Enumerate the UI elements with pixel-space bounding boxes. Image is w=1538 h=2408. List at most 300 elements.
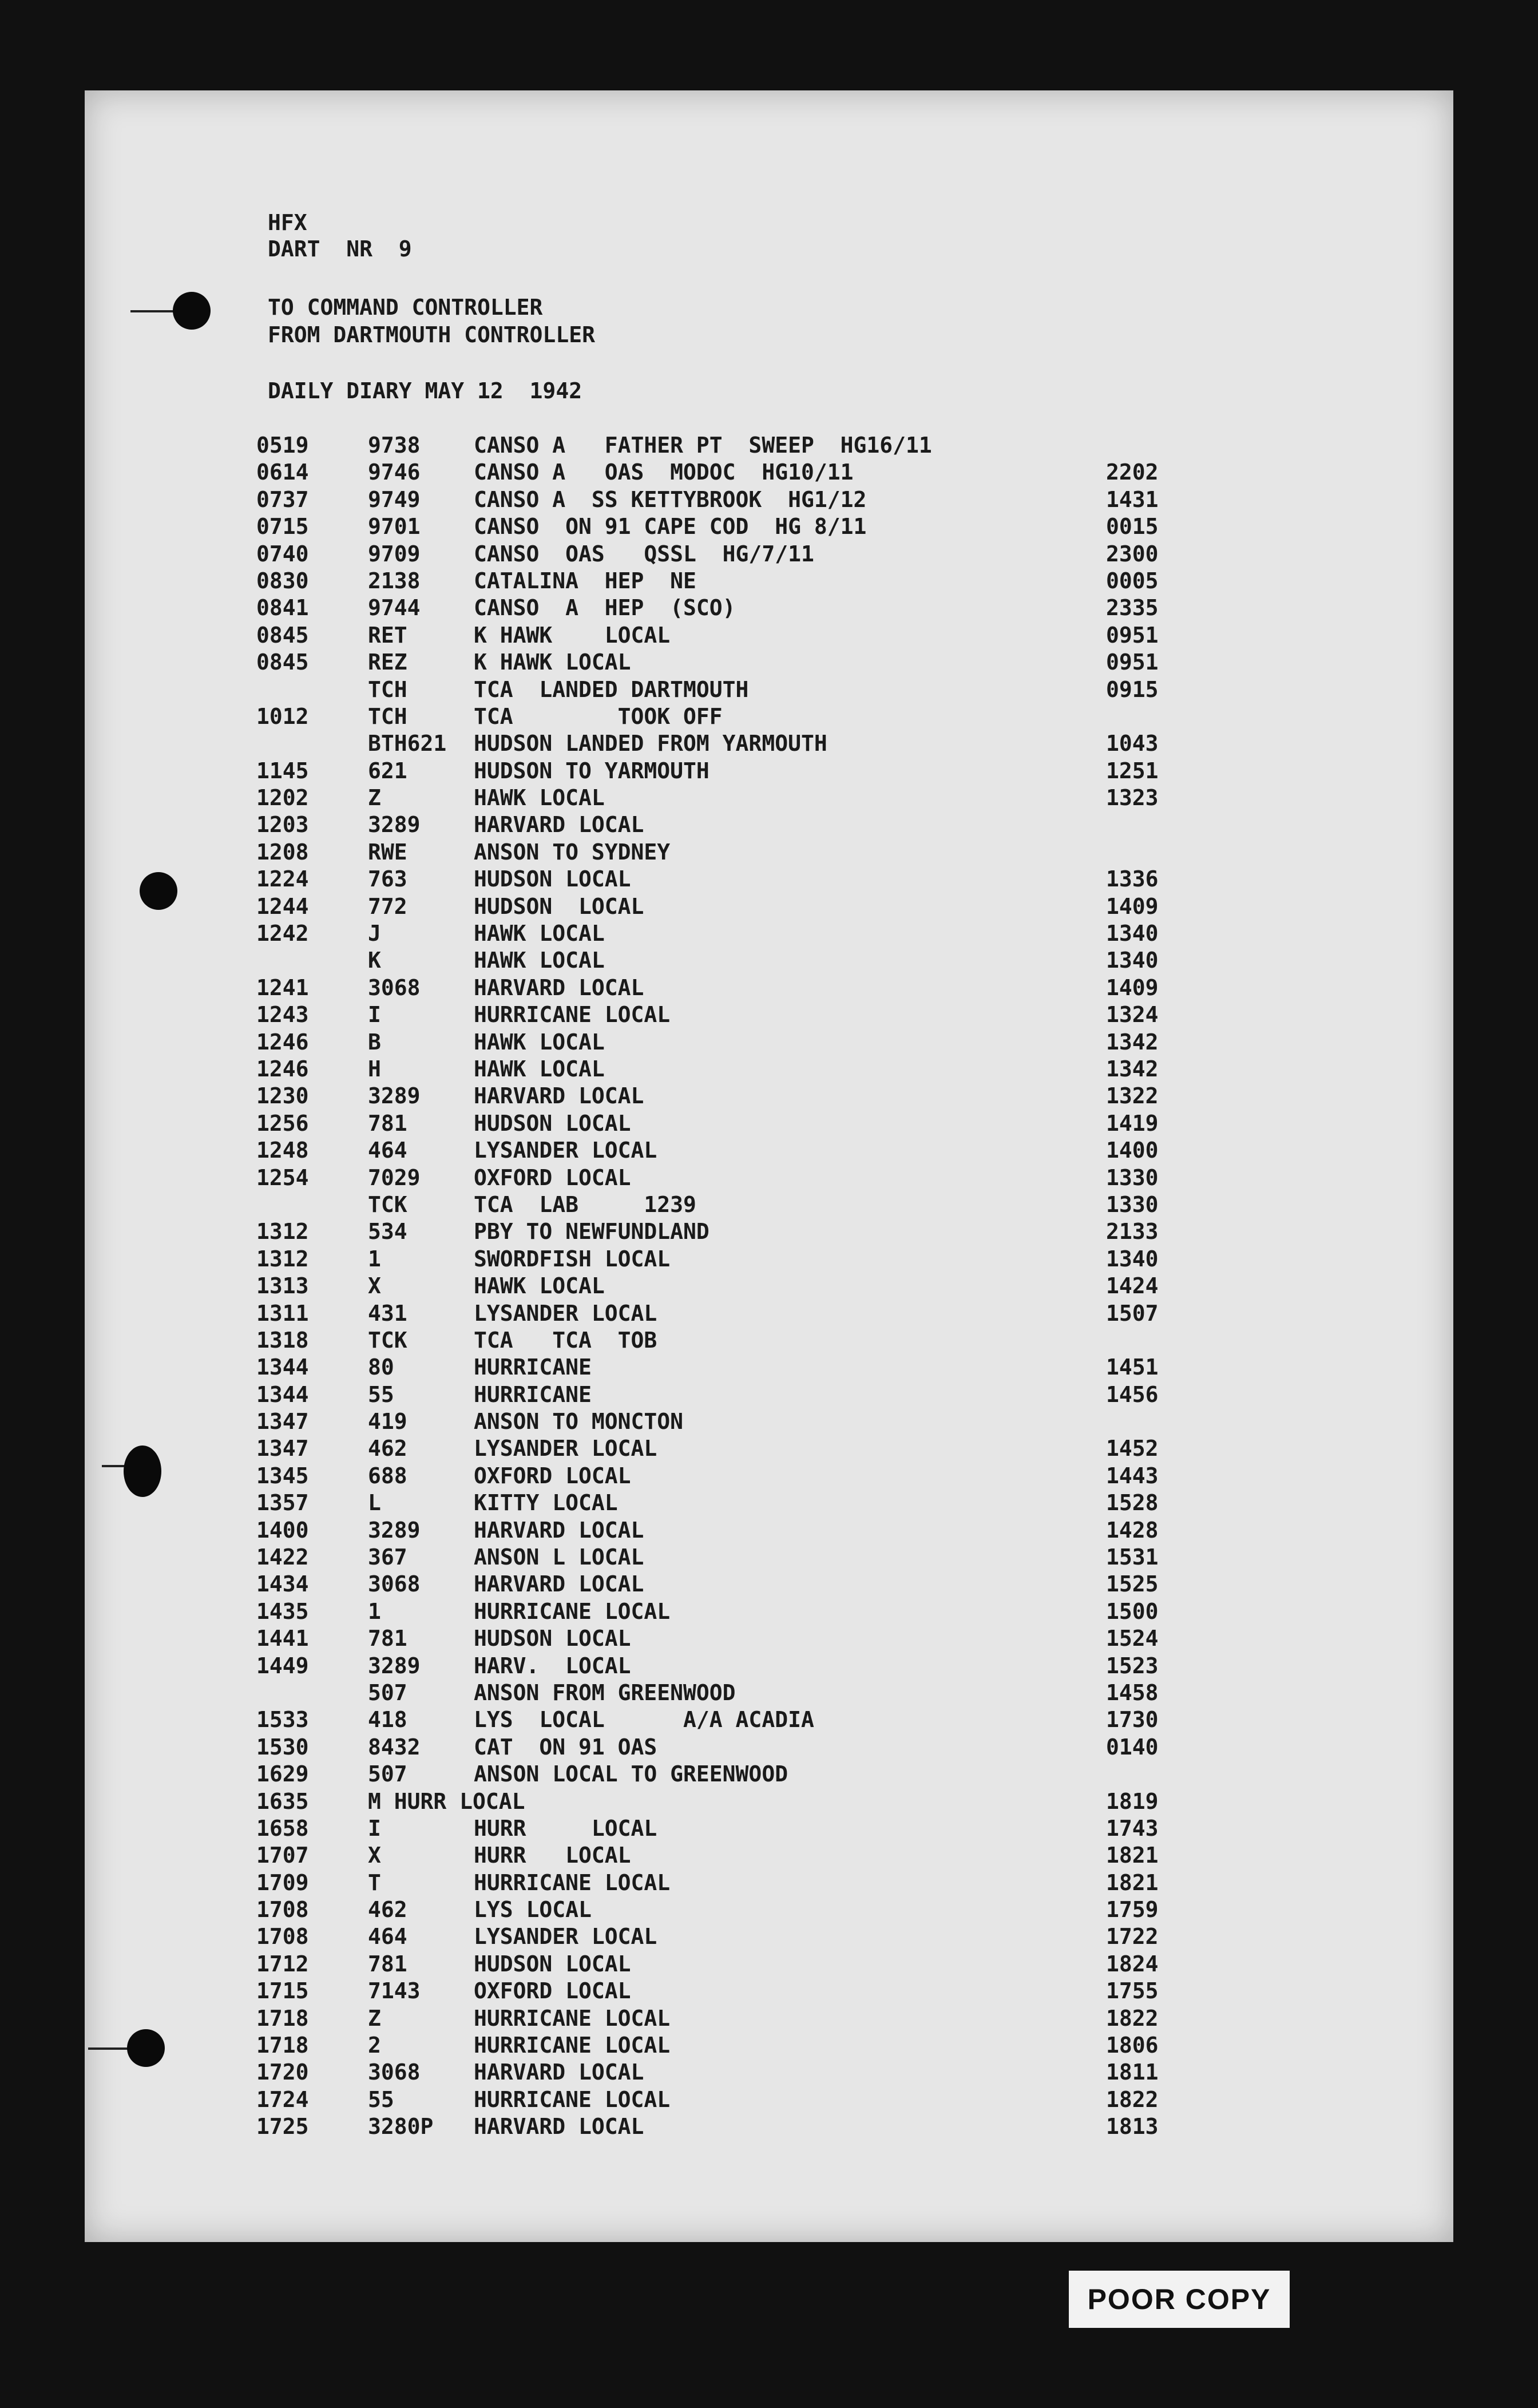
- entry-row: [256, 1002, 1286, 1029]
- entry-aircraft-id: 3068: [368, 2060, 421, 2085]
- entry-time: 0845: [256, 649, 309, 675]
- entry-aircraft-id: TCH: [368, 703, 407, 729]
- entry-aircraft-id: 688: [368, 1463, 407, 1488]
- entry-time: 1718: [256, 2005, 309, 2031]
- entry-end-time: 1743: [1106, 1815, 1159, 1841]
- entry-time: 0614: [256, 460, 309, 485]
- entry-row: [256, 731, 1286, 758]
- entry-aircraft-id: T: [368, 1870, 381, 1895]
- entry-time: 1145: [256, 758, 309, 783]
- entry-description: HARVARD LOCAL: [474, 812, 644, 838]
- entry-time: 1707: [256, 1843, 309, 1868]
- entry-row: [256, 2033, 1286, 2060]
- entry-end-time: 1330: [1106, 1191, 1159, 1217]
- entry-aircraft-id: BTH621: [368, 731, 447, 757]
- entry-time: 1435: [256, 1598, 309, 1624]
- entry-description: HURRICANE LOCAL: [474, 2033, 671, 2058]
- entry-description: HURRICANE: [474, 1381, 592, 1407]
- entry-row: [256, 1301, 1286, 1328]
- entry-aircraft-id: I: [368, 1815, 381, 1841]
- entry-description: OXFORD LOCAL: [474, 1978, 631, 2004]
- entry-time: 1400: [256, 1517, 309, 1543]
- entry-row: [256, 1789, 1286, 1816]
- entry-row: [256, 839, 1286, 866]
- entry-end-time: 2335: [1106, 595, 1159, 621]
- entry-time: 1724: [256, 2086, 309, 2112]
- entry-row: [256, 1816, 1286, 1843]
- entry-end-time: 0951: [1106, 622, 1159, 648]
- entry-aircraft-id: 9738: [368, 433, 421, 458]
- entry-aircraft-id: 462: [368, 1436, 407, 1462]
- entry-aircraft-id: 9744: [368, 595, 421, 621]
- entry-end-time: 0140: [1106, 1734, 1159, 1760]
- entry-end-time: 1813: [1106, 2114, 1159, 2140]
- entry-row: [256, 677, 1286, 704]
- diary-entries: [256, 433, 1286, 2141]
- entry-time: 1344: [256, 1381, 309, 1407]
- entry-time: 1242: [256, 921, 309, 946]
- entry-row: [256, 1246, 1286, 1273]
- entry-aircraft-id: 55: [368, 2086, 394, 2112]
- entry-end-time: 2300: [1106, 541, 1159, 567]
- entry-aircraft-id: 464: [368, 1924, 407, 1950]
- entry-end-time: 0951: [1106, 649, 1159, 675]
- entry-aircraft-id: RET: [368, 622, 407, 648]
- entry-description: HURRICANE LOCAL: [474, 2086, 671, 2112]
- entry-time: 1311: [256, 1300, 309, 1326]
- header-line-2: DART NR 9: [268, 236, 412, 262]
- entry-time: 1629: [256, 1761, 309, 1787]
- entry-row: [256, 1192, 1286, 1219]
- entry-aircraft-id: 3289: [368, 812, 421, 838]
- entry-description: HARVARD LOCAL: [474, 2114, 644, 2140]
- entry-description: HAWK LOCAL: [474, 1273, 605, 1299]
- entry-row: [256, 1924, 1286, 1951]
- entry-aircraft-id: X: [368, 1273, 381, 1299]
- entry-end-time: 1730: [1106, 1707, 1159, 1733]
- entry-row: [256, 948, 1286, 975]
- entry-row: [256, 1544, 1286, 1571]
- entry-description: HUDSON LOCAL: [474, 893, 644, 919]
- entry-description: HUDSON LANDED FROM YARMOUTH: [474, 731, 827, 757]
- entry-row: [256, 1083, 1286, 1110]
- entry-row: [256, 1409, 1286, 1436]
- punch-hole: [140, 872, 177, 910]
- entry-time: 0737: [256, 486, 309, 512]
- entry-description: ANSON LOCAL TO GREENWOOD: [474, 1761, 788, 1787]
- entry-end-time: 1452: [1106, 1436, 1159, 1462]
- entry-end-time: 1456: [1106, 1381, 1159, 1407]
- entry-description: TCA TOOK OFF: [474, 703, 723, 729]
- entry-aircraft-id: 7029: [368, 1165, 421, 1190]
- entry-aircraft-id: 507: [368, 1761, 407, 1787]
- entry-description: HURR LOCAL: [474, 1815, 657, 1841]
- entry-time: 1530: [256, 1734, 309, 1760]
- entry-time: 1248: [256, 1138, 309, 1163]
- entry-description: LYSANDER LOCAL: [474, 1300, 657, 1326]
- entry-aircraft-id: X: [368, 1843, 381, 1868]
- entry-time: 1422: [256, 1544, 309, 1570]
- entry-end-time: 1340: [1106, 1246, 1159, 1272]
- entry-row: [256, 1843, 1286, 1870]
- entry-time: 1224: [256, 866, 309, 892]
- entry-aircraft-id: 9701: [368, 514, 421, 540]
- entry-aircraft-id: I: [368, 1002, 381, 1028]
- entry-aircraft-id: H: [368, 1056, 381, 1082]
- entry-row: [256, 1056, 1286, 1083]
- entry-end-time: 0915: [1106, 676, 1159, 702]
- entry-aircraft-id: 3289: [368, 1083, 421, 1109]
- entry-description: HUDSON TO YARMOUTH: [474, 758, 709, 783]
- entry-description: PBY TO NEWFUNDLAND: [474, 1219, 709, 1245]
- entry-description: HURRICANE LOCAL: [474, 1598, 671, 1624]
- entry-row: [256, 595, 1286, 622]
- entry-end-time: 1424: [1106, 1273, 1159, 1299]
- entry-description: LYSANDER LOCAL: [474, 1138, 657, 1163]
- entry-time: 0845: [256, 622, 309, 648]
- entry-time: 1715: [256, 1978, 309, 2004]
- entry-time: 1718: [256, 2033, 309, 2058]
- entry-row: [256, 812, 1286, 839]
- entry-description: SWORDFISH LOCAL: [474, 1246, 671, 1272]
- entry-description: CANSO A OAS MODOC HG10/11: [474, 460, 854, 485]
- entry-row: [256, 1707, 1286, 1734]
- document-page: [85, 90, 1453, 2242]
- entry-row: [256, 894, 1286, 921]
- entry-time: 1203: [256, 812, 309, 838]
- entry-aircraft-id: 3068: [368, 975, 421, 1000]
- entry-time: 1312: [256, 1219, 309, 1245]
- entry-row: [256, 2006, 1286, 2033]
- to-line: TO COMMAND CONTROLLER: [268, 295, 543, 320]
- entry-aircraft-id: 763: [368, 866, 407, 892]
- entry-aircraft-id: Z: [368, 785, 381, 811]
- entry-aircraft-id: 1: [368, 1246, 381, 1272]
- entry-aircraft-id: 3280P: [368, 2114, 434, 2140]
- entry-description: KITTY LOCAL: [474, 1490, 618, 1516]
- entry-time: 0715: [256, 514, 309, 540]
- entry-row: [256, 758, 1286, 785]
- entry-end-time: 1451: [1106, 1354, 1159, 1380]
- entry-time: 1434: [256, 1571, 309, 1597]
- entry-row: [256, 1978, 1286, 2005]
- entry-description: HAWK LOCAL: [474, 1029, 605, 1055]
- entry-time: 0519: [256, 433, 309, 458]
- entry-aircraft-id: 534: [368, 1219, 407, 1245]
- poor-copy-stamp: POOR COPY: [1069, 2271, 1290, 2328]
- entry-end-time: 1409: [1106, 893, 1159, 919]
- entry-time: 1012: [256, 703, 309, 729]
- entry-end-time: 1458: [1106, 1680, 1159, 1705]
- entry-end-time: 1336: [1106, 866, 1159, 892]
- entry-end-time: 1507: [1106, 1300, 1159, 1326]
- entry-end-time: 1409: [1106, 975, 1159, 1000]
- entry-row: [256, 1138, 1286, 1165]
- entry-description: TCA TCA TOB: [474, 1327, 657, 1353]
- entry-aircraft-id: 9746: [368, 460, 421, 485]
- punch-hole: [124, 1445, 161, 1497]
- entry-row: [256, 1761, 1286, 1788]
- entry-end-time: 1722: [1106, 1924, 1159, 1950]
- entry-aircraft-id: 3289: [368, 1653, 421, 1678]
- entry-aircraft-id: J: [368, 921, 381, 946]
- entry-description: HURRICANE: [474, 1354, 592, 1380]
- entry-end-time: 1821: [1106, 1843, 1159, 1868]
- entry-time: 1256: [256, 1110, 309, 1136]
- entry-aircraft-id: 781: [368, 1110, 407, 1136]
- entry-description: ANSON L LOCAL: [474, 1544, 644, 1570]
- entry-description: HARV. LOCAL: [474, 1653, 631, 1678]
- entry-end-time: 1431: [1106, 486, 1159, 512]
- entry-time: 1708: [256, 1924, 309, 1950]
- entry-end-time: 1759: [1106, 1897, 1159, 1923]
- entry-row: [256, 1571, 1286, 1598]
- entry-description: HUDSON LOCAL: [474, 1110, 631, 1136]
- entry-aircraft-id: 2138: [368, 568, 421, 593]
- entry-time: 1345: [256, 1463, 309, 1488]
- entry-description: LYSANDER LOCAL: [474, 1924, 657, 1950]
- entry-description: HURRICANE LOCAL: [474, 1002, 671, 1028]
- entry-description: ANSON TO SYDNEY: [474, 839, 671, 865]
- entry-aircraft-id: TCK: [368, 1327, 407, 1353]
- entry-time: 1712: [256, 1951, 309, 1977]
- entry-description: HAWK LOCAL: [474, 785, 605, 811]
- entry-aircraft-id: 431: [368, 1300, 407, 1326]
- entry-description: TCA LANDED DARTMOUTH: [474, 676, 749, 702]
- entry-row: [256, 1626, 1286, 1653]
- entry-time: 1441: [256, 1626, 309, 1651]
- entry-row: [256, 866, 1286, 893]
- entry-row: [256, 433, 1286, 460]
- entry-description: HURRICANE LOCAL: [474, 1870, 671, 1895]
- entry-end-time: 1342: [1106, 1029, 1159, 1055]
- entry-end-time: 1400: [1106, 1138, 1159, 1163]
- entry-end-time: 1340: [1106, 948, 1159, 973]
- entry-row: [256, 1599, 1286, 1626]
- entry-row: [256, 1382, 1286, 1409]
- entry-end-time: 1330: [1106, 1165, 1159, 1190]
- entry-end-time: 0005: [1106, 568, 1159, 593]
- header-line-1: HFX: [268, 210, 307, 235]
- punch-hole: [127, 2029, 165, 2067]
- entry-description: CANSO A FATHER PT SWEEP HG16/11: [474, 433, 932, 458]
- entry-aircraft-id: 3289: [368, 1517, 421, 1543]
- entry-description: CANSO A HEP (SCO): [474, 595, 736, 621]
- entry-end-time: 1043: [1106, 731, 1159, 757]
- entry-row: [256, 2114, 1286, 2141]
- entry-end-time: 1531: [1106, 1544, 1159, 1570]
- entry-description: HARVARD LOCAL: [474, 975, 644, 1000]
- entry-aircraft-id: 507: [368, 1680, 407, 1705]
- entry-end-time: 1523: [1106, 1653, 1159, 1678]
- entry-row: [256, 1518, 1286, 1544]
- entry-row: [256, 921, 1286, 948]
- entry-end-time: 1324: [1106, 1002, 1159, 1028]
- entry-end-time: 1824: [1106, 1951, 1159, 1977]
- entry-aircraft-id: 2: [368, 2033, 381, 2058]
- entry-description: HARVARD LOCAL: [474, 1083, 644, 1109]
- entry-aircraft-id: 3068: [368, 1571, 421, 1597]
- entry-time: 1230: [256, 1083, 309, 1109]
- entry-row: [256, 1354, 1286, 1381]
- entry-row: [256, 487, 1286, 514]
- entry-description: ANSON FROM GREENWOOD: [474, 1680, 736, 1705]
- entry-row: [256, 1111, 1286, 1138]
- entry-time: 1312: [256, 1246, 309, 1272]
- entry-end-time: 2202: [1106, 460, 1159, 485]
- entry-row: [256, 623, 1286, 649]
- entry-aircraft-id: 55: [368, 1381, 394, 1407]
- entry-description: LYSANDER LOCAL: [474, 1436, 657, 1462]
- entry-time: 0740: [256, 541, 309, 567]
- diary-title: DAILY DIARY MAY 12 1942: [268, 378, 582, 403]
- entry-row: [256, 1490, 1286, 1517]
- entry-end-time: 1524: [1106, 1626, 1159, 1651]
- entry-time: 0841: [256, 595, 309, 621]
- entry-end-time: 2133: [1106, 1219, 1159, 1245]
- entry-time: 1202: [256, 785, 309, 811]
- entry-description: HARVARD LOCAL: [474, 1517, 644, 1543]
- entry-row: [256, 649, 1286, 676]
- entry-aircraft-id: 464: [368, 1138, 407, 1163]
- entry-time: 1635: [256, 1788, 309, 1814]
- entry-aircraft-id: 9709: [368, 541, 421, 567]
- entry-end-time: 1811: [1106, 2060, 1159, 2085]
- entry-time: 1241: [256, 975, 309, 1000]
- entry-aircraft-id: M HURR LOCAL: [368, 1788, 525, 1814]
- entry-aircraft-id: 781: [368, 1626, 407, 1651]
- entry-time: 1709: [256, 1870, 309, 1895]
- entry-description: CANSO OAS QSSL HG/7/11: [474, 541, 814, 567]
- entry-time: 1658: [256, 1815, 309, 1841]
- entry-row: [256, 1680, 1286, 1707]
- entry-aircraft-id: 1: [368, 1598, 381, 1624]
- entry-end-time: 1819: [1106, 1788, 1159, 1814]
- entry-time: 1246: [256, 1056, 309, 1082]
- entry-aircraft-id: 8432: [368, 1734, 421, 1760]
- entry-end-time: 1525: [1106, 1571, 1159, 1597]
- entry-aircraft-id: B: [368, 1029, 381, 1055]
- entry-aircraft-id: RWE: [368, 839, 407, 865]
- entry-end-time: 1428: [1106, 1517, 1159, 1543]
- entry-description: CANSO ON 91 CAPE COD HG 8/11: [474, 514, 867, 540]
- entry-description: HURR LOCAL: [474, 1843, 631, 1868]
- entry-end-time: 1821: [1106, 1870, 1159, 1895]
- entry-row: [256, 568, 1286, 595]
- entry-row: [256, 1897, 1286, 1924]
- entry-row: [256, 541, 1286, 568]
- entry-aircraft-id: REZ: [368, 649, 407, 675]
- entry-row: [256, 1328, 1286, 1354]
- entry-description: HUDSON LOCAL: [474, 1626, 631, 1651]
- entry-row: [256, 460, 1286, 486]
- entry-row: [256, 1436, 1286, 1463]
- entry-aircraft-id: 7143: [368, 1978, 421, 2004]
- entry-row: [256, 1029, 1286, 1056]
- entry-description: K HAWK LOCAL: [474, 649, 631, 675]
- entry-description: K HAWK LOCAL: [474, 622, 671, 648]
- entry-end-time: 1251: [1106, 758, 1159, 783]
- entry-row: [256, 2087, 1286, 2114]
- entry-description: HAWK LOCAL: [474, 1056, 605, 1082]
- entry-end-time: 1755: [1106, 1978, 1159, 2004]
- entry-aircraft-id: K: [368, 948, 381, 973]
- entry-description: CAT ON 91 OAS: [474, 1734, 657, 1760]
- entry-aircraft-id: 772: [368, 893, 407, 919]
- entry-end-time: 1443: [1106, 1463, 1159, 1488]
- entry-end-time: 0015: [1106, 514, 1159, 540]
- entry-time: 1246: [256, 1029, 309, 1055]
- entry-description: HUDSON LOCAL: [474, 1951, 631, 1977]
- punch-hole: [173, 292, 211, 330]
- entry-description: ANSON TO MONCTON: [474, 1409, 684, 1435]
- entry-description: TCA LAB 1239: [474, 1191, 696, 1217]
- entry-row: [256, 1165, 1286, 1192]
- entry-end-time: 1822: [1106, 2086, 1159, 2112]
- entry-time: 0830: [256, 568, 309, 593]
- entry-time: 1347: [256, 1409, 309, 1435]
- entry-description: OXFORD LOCAL: [474, 1463, 631, 1488]
- entry-time: 1725: [256, 2114, 309, 2140]
- entry-description: HAWK LOCAL: [474, 921, 605, 946]
- entry-aircraft-id: L: [368, 1490, 381, 1516]
- entry-time: 1347: [256, 1436, 309, 1462]
- entry-row: [256, 514, 1286, 541]
- entry-time: 1208: [256, 839, 309, 865]
- entry-aircraft-id: 9749: [368, 486, 421, 512]
- entry-description: HARVARD LOCAL: [474, 1571, 644, 1597]
- entry-description: OXFORD LOCAL: [474, 1165, 631, 1190]
- entry-aircraft-id: TCK: [368, 1191, 407, 1217]
- entry-end-time: 1342: [1106, 1056, 1159, 1082]
- entry-description: LYS LOCAL: [474, 1897, 592, 1923]
- entry-row: [256, 1653, 1286, 1680]
- entry-row: [256, 1463, 1286, 1490]
- entry-time: 1720: [256, 2060, 309, 2085]
- entry-time: 1533: [256, 1707, 309, 1733]
- entry-description: HAWK LOCAL: [474, 948, 605, 973]
- entry-description: HURRICANE LOCAL: [474, 2005, 671, 2031]
- entry-aircraft-id: 418: [368, 1707, 407, 1733]
- entry-time: 1344: [256, 1354, 309, 1380]
- entry-row: [256, 785, 1286, 812]
- entry-end-time: 1419: [1106, 1110, 1159, 1136]
- entry-aircraft-id: 367: [368, 1544, 407, 1570]
- entry-row: [256, 704, 1286, 731]
- entry-aircraft-id: 781: [368, 1951, 407, 1977]
- entry-end-time: 1806: [1106, 2033, 1159, 2058]
- entry-end-time: 1500: [1106, 1598, 1159, 1624]
- entry-time: 1318: [256, 1327, 309, 1353]
- entry-row: [256, 1951, 1286, 1978]
- entry-end-time: 1323: [1106, 785, 1159, 811]
- entry-time: 1313: [256, 1273, 309, 1299]
- entry-description: HARVARD LOCAL: [474, 2060, 644, 2085]
- entry-aircraft-id: TCH: [368, 676, 407, 702]
- entry-aircraft-id: 80: [368, 1354, 394, 1380]
- entry-aircraft-id: 462: [368, 1897, 407, 1923]
- entry-time: 1449: [256, 1653, 309, 1678]
- entry-time: 1708: [256, 1897, 309, 1923]
- from-line: FROM DARTMOUTH CONTROLLER: [268, 322, 595, 347]
- entry-description: HUDSON LOCAL: [474, 866, 631, 892]
- entry-end-time: 1528: [1106, 1490, 1159, 1516]
- entry-time: 1357: [256, 1490, 309, 1516]
- entry-aircraft-id: Z: [368, 2005, 381, 2031]
- entry-row: [256, 1273, 1286, 1300]
- entry-end-time: 1322: [1106, 1083, 1159, 1109]
- entry-row: [256, 975, 1286, 1002]
